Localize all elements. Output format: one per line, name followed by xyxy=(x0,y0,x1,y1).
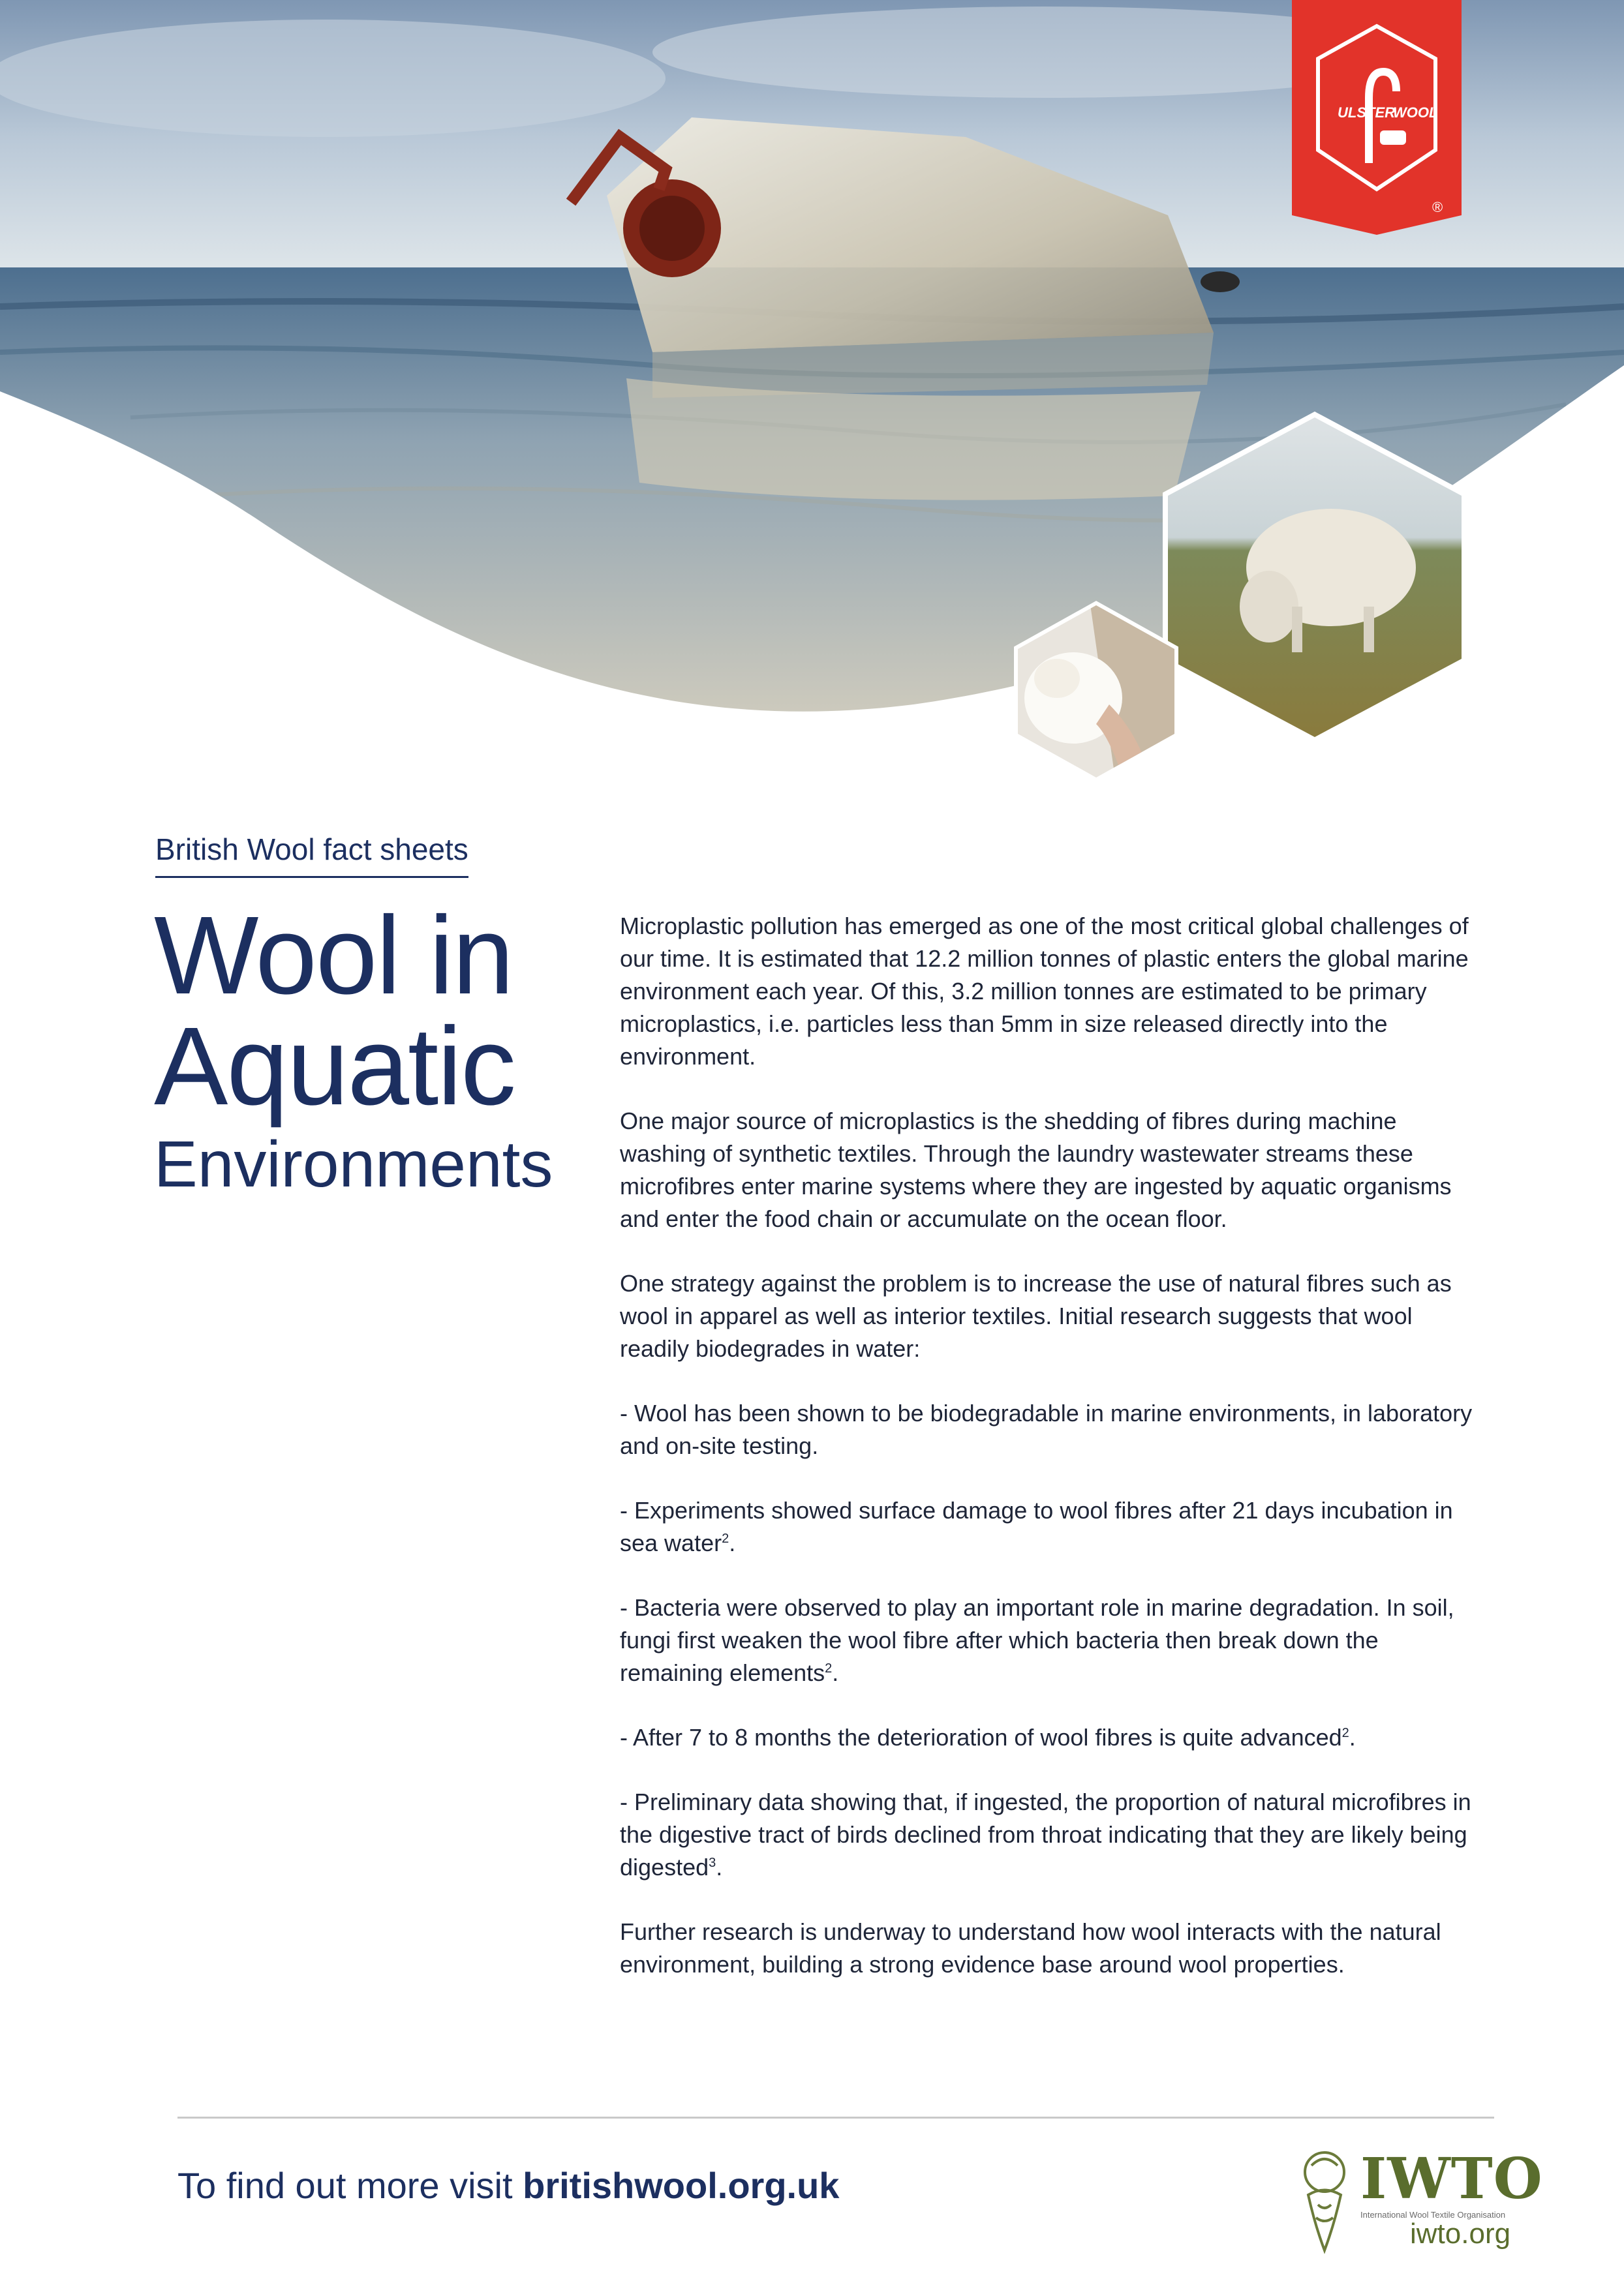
bullet-surface-damage xyxy=(620,1494,1475,1560)
footer-divider xyxy=(177,2117,1494,2119)
britishwool-link[interactable]: britishwool.org.uk xyxy=(523,2165,840,2206)
wool-fleece-photo xyxy=(1011,600,1181,783)
iwto-wordmark: IWTO xyxy=(1360,2146,1543,2212)
footnote-ref: 2 xyxy=(825,1661,833,1676)
paragraph-strategy: One strategy against the problem is to increase the use of natural fibres such as wool in apparel as well as interior textiles. Initial research suggests that wool readily biodegrades in water: xyxy=(620,1270,1452,1362)
ulster-label: ULSTER xyxy=(1338,104,1395,121)
bullet-text: - Experiments showed surface damage to wool fibres after 21 days incubation in sea water xyxy=(620,1497,1453,1556)
iwto-subtitle: International Wool Textile Organisation xyxy=(1360,2210,1506,2220)
title-line-1: Wool in xyxy=(154,894,513,1018)
bullet-deterioration xyxy=(620,1721,1475,1754)
iwto-logo xyxy=(1289,2133,1543,2296)
footer-cta xyxy=(177,2164,839,2207)
footnote-ref: 3 xyxy=(709,1856,716,1870)
page-title xyxy=(154,894,553,1201)
footnote-ref: 2 xyxy=(722,1532,729,1546)
bullet-birds xyxy=(620,1786,1475,1884)
iwto-link[interactable]: iwto.org xyxy=(1410,2218,1511,2250)
period: . xyxy=(729,1530,736,1556)
bullet-biodegradable: - Wool has been shown to be biodegradable in marine environments, in laboratory and on-site testing. xyxy=(620,1400,1473,1459)
title-line-2: Aquatic xyxy=(154,1004,515,1128)
registered-mark: ® xyxy=(1432,199,1443,215)
cta-prefix: To find out more visit xyxy=(177,2165,523,2206)
sheep-photo xyxy=(1155,411,1475,744)
fact-sheet-kicker: British Wool fact sheets xyxy=(155,832,468,878)
body-text xyxy=(620,910,1475,2013)
paragraph-source: One major source of microplastics is the shedding of fibres during machine washing of synthetic textiles. Through the laundry wastewater streams these microfibres enter marine systems where they are ingested by aquatic organisms and enter the food chain or accumulate on the ocean floor. xyxy=(620,1108,1452,1232)
bullet-text: - Preliminary data showing that, if ingested, the proportion of natural microfibres in the digestive tract of birds declined from throat indicating that they are likely being digested xyxy=(620,1789,1471,1881)
period: . xyxy=(716,1854,723,1881)
paragraph-intro: Microplastic pollution has emerged as one of the most critical global challenges of our time. It is estimated that 12.2 million tonnes of plastic enters the global marine environment each year. Of this, 3.2 million tonnes are estimated to be primary microplastics, i.e. particles less than 5mm in size released directly into the environment. xyxy=(620,913,1469,1070)
bullet-text: - After 7 to 8 months the deterioration of wool fibres is quite advanced xyxy=(620,1724,1342,1751)
footnote-ref: 2 xyxy=(1341,1726,1349,1740)
wool-label: WOOL xyxy=(1393,104,1438,121)
period: . xyxy=(832,1659,839,1686)
period: . xyxy=(1349,1724,1356,1751)
title-line-3: Environments xyxy=(154,1128,553,1201)
bullet-text: - Bacteria were observed to play an important role in marine degradation. In soil, fungi first weaken the wool fibre after which bacteria then break down the remaining elements xyxy=(620,1594,1454,1686)
ulster-wool-logo xyxy=(1292,0,1462,235)
bullet-bacteria xyxy=(620,1592,1475,1689)
paragraph-further-research: Further research is underway to understand how wool interacts with the natural environment, building a strong evidence base around wool properties. xyxy=(620,1918,1441,1978)
